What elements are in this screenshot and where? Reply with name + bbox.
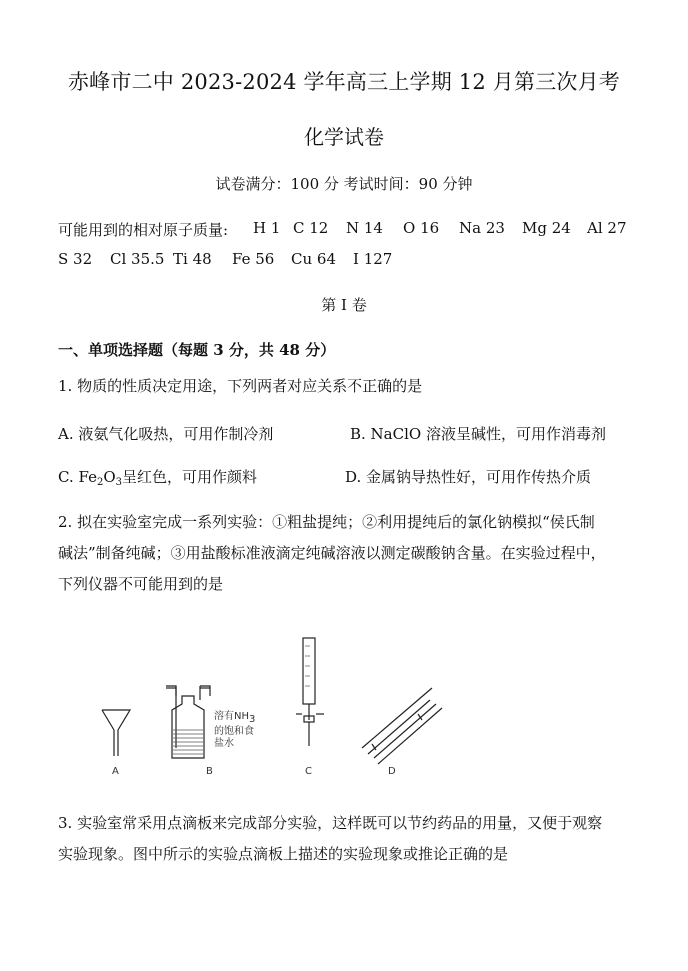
gas-washing-bottle-icon <box>166 686 210 758</box>
mass-item: C 12 <box>293 219 329 237</box>
exam-subtitle: 化学试卷 <box>304 125 384 149</box>
mass-item: N 14 <box>346 219 383 237</box>
q1-option-c: C. $Fe_2O_3$呈红色，可用作颜料 <box>58 468 258 488</box>
exam-title: 赤峰市二中 2023-2024 学年高三上学期 12 月第三次月考 <box>67 70 620 94</box>
q2-line-2: 碱法”制备纯碱；③用盐酸标准液滴定纯碱溶液以测定碳酸钠含量。在实验过程中， <box>58 544 606 562</box>
mass-item: Na 23 <box>459 219 505 237</box>
mass-item: Cu 64 <box>291 250 336 268</box>
mass-item: Fe 56 <box>232 250 275 268</box>
q2-apparatus-figure <box>80 630 460 780</box>
exam-meta: 试卷满分：100 分 考试时间：90 分钟 <box>215 175 473 193</box>
q1-option-d: D. 金属钠导热性好，可用作传热介质 <box>345 468 592 486</box>
q1-stem: 1. 物质的性质决定用途，下列两者对应关系不正确的是 <box>58 377 423 395</box>
bottle-note: 溶有$NH_3$ 的饱和食 盐水 <box>214 711 256 749</box>
q2-line-3: 下列仪器不可能用到的是 <box>58 575 224 593</box>
mass-item: S 32 <box>58 250 93 268</box>
mass-item: Al 27 <box>587 219 627 237</box>
q3-line-1: 3. 实验室常采用点滴板来完成部分实验，这样既可以节约药品的用量，又便于观察 <box>58 814 603 832</box>
section-heading: 一、单项选择题（每题 3 分，共 48 分） <box>58 341 336 359</box>
masses-label: 可能用到的相对原子质量: <box>58 221 229 239</box>
figure-label-d: D <box>388 766 396 777</box>
mass-item: Cl 35.5 <box>110 250 165 268</box>
volume-heading: 第 I 卷 <box>321 296 367 314</box>
mass-item: I 127 <box>353 250 393 268</box>
mass-item: Mg 24 <box>522 219 571 237</box>
burette-scale <box>305 646 310 686</box>
condenser-icon <box>362 688 442 764</box>
mass-item: H 1 <box>253 219 281 237</box>
q2-line-1: 2. 拟在实验室完成一系列实验：①粗盐提纯；②利用提纯后的氯化钠模拟“侯氏制 <box>58 513 595 531</box>
q1-option-b: B. NaClO 溶液呈碱性，可用作消毒剂 <box>350 425 606 443</box>
mass-item: O 16 <box>403 219 440 237</box>
q1-option-a: A. 液氨气化吸热，可用作制冷剂 <box>58 425 274 443</box>
figure-label-a: A <box>112 766 119 777</box>
figure-label-b: B <box>206 766 213 777</box>
mass-item: Ti 48 <box>173 250 212 268</box>
saline-liquid <box>173 730 203 754</box>
figure-label-c: C <box>305 766 312 777</box>
funnel-icon <box>102 710 130 756</box>
q3-line-2: 实验现象。图中所示的实验点滴板上描述的实验现象或推论正确的是 <box>58 845 509 863</box>
burette-icon <box>296 638 324 746</box>
